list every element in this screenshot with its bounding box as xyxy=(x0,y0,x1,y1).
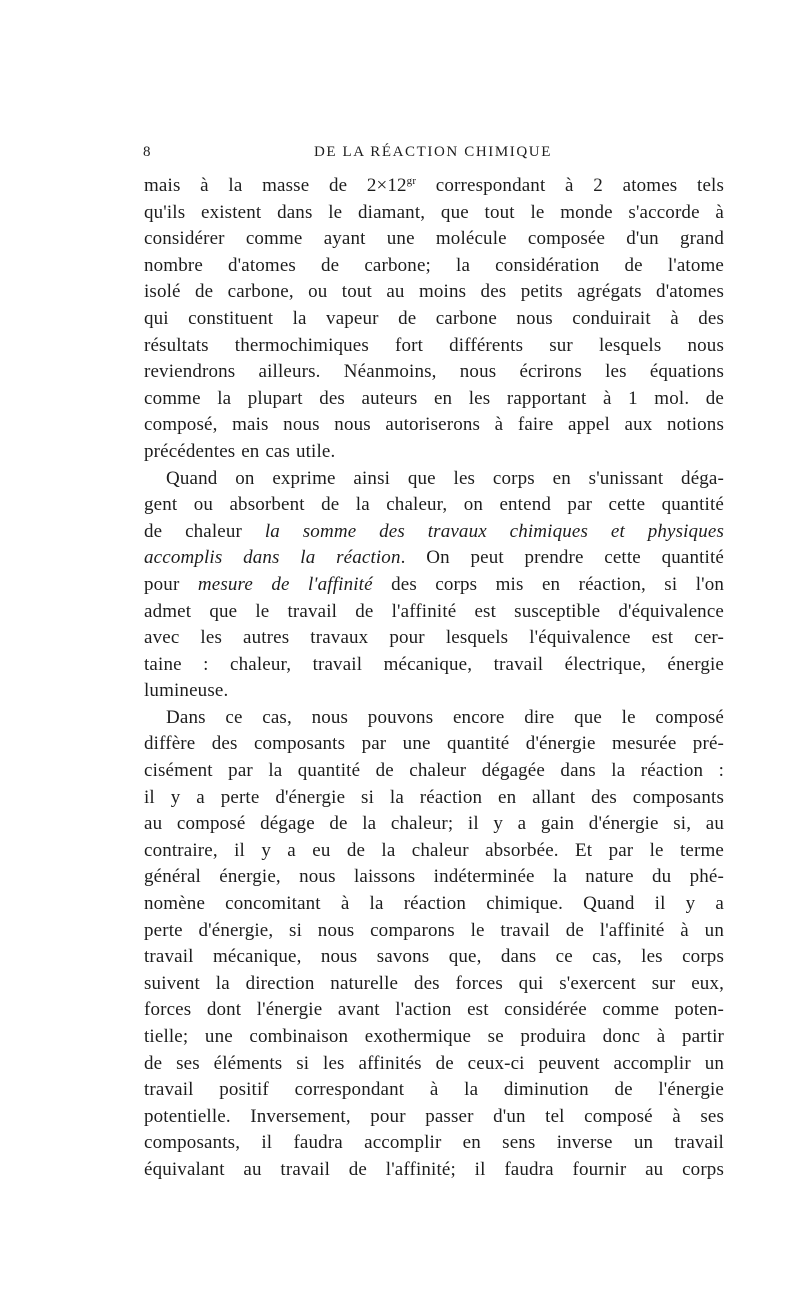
text-line xyxy=(144,705,724,732)
text-line xyxy=(144,492,724,519)
text-segment: au composé dégage de la chaleur; il y a gain d'énergie si, au xyxy=(144,813,724,835)
text-line xyxy=(144,918,724,945)
text-segment: mais à la masse de 2×12 xyxy=(144,175,407,196)
text-segment: avec les autres travaux pour lesquels l'équivalence est cer- xyxy=(144,627,724,649)
text-segment: de ses éléments si les affinités de ceux-ci peuvent accomplir un xyxy=(144,1052,724,1074)
text-segment: général énergie, nous laissons indéterminée la nature du phé- xyxy=(144,866,724,888)
text-segment: il y a perte d'énergie si la réaction en allant des composants xyxy=(144,786,724,808)
text-segment: potentielle. Inversement, pour passer d'un tel composé à ses xyxy=(144,1105,724,1127)
text-line xyxy=(144,758,724,785)
text-line xyxy=(144,1051,724,1078)
text-line xyxy=(144,891,724,918)
text-segment: résultats thermochimiques fort différents sur lesquels nous xyxy=(144,334,724,356)
text-segment: cisément par la quantité de chaleur dégagée dans la réaction : xyxy=(144,760,724,782)
text-line xyxy=(144,200,724,227)
text-segment: qu'ils existent dans le diamant, que tout le monde s'accorde à xyxy=(144,201,724,223)
text-segment: équivalant au travail de l'affinité; il faudra fournir au corps xyxy=(144,1158,724,1180)
text-line xyxy=(144,785,724,812)
text-line xyxy=(144,652,724,679)
text-line xyxy=(144,1130,724,1157)
text-segment: Dans ce cas, nous pouvons encore dire que le composé xyxy=(166,706,724,728)
text-line xyxy=(144,253,724,280)
text-line xyxy=(144,625,724,652)
text-segment: composants, il faudra accomplir en sens inverse un travail xyxy=(144,1132,724,1154)
text-segment: reviendrons ailleurs. Néanmoins, nous écrirons les équations xyxy=(144,361,724,383)
body-text xyxy=(144,173,724,1184)
text-line xyxy=(144,226,724,253)
text-line xyxy=(144,333,724,360)
text-line xyxy=(144,1157,724,1184)
text-segment: lumineuse. xyxy=(144,680,229,702)
text-line xyxy=(144,519,724,546)
text-segment: . On peut prendre cette quantité xyxy=(400,547,724,569)
text-segment: pour xyxy=(144,573,198,595)
text-segment: correspondant à 2 atomes tels xyxy=(416,175,725,196)
text-segment: taine : chaleur, travail mécanique, travail électrique, énergie xyxy=(144,653,724,675)
text-segment: gent ou absorbent de la chaleur, on entend par cette quantité xyxy=(144,494,724,516)
text-segment: perte d'énergie, si nous comparons le travail de l'affinité à un xyxy=(144,919,724,941)
italic-text: accomplis dans la réaction xyxy=(144,547,401,569)
italic-text: la somme des travaux chimiques et physiques xyxy=(264,520,724,542)
text-segment: isolé de carbone, ou tout au moins des petits agrégats d'atomes xyxy=(144,281,724,303)
text-segment: nombre d'atomes de carbone; la considération de l'atome xyxy=(144,254,724,276)
text-segment: travail mécanique, nous savons que, dans ce cas, les corps xyxy=(144,946,724,968)
italic-text: mesure de l'affinité xyxy=(197,573,373,595)
text-segment: tielle; une combinaison exothermique se produira donc à partir xyxy=(144,1026,724,1047)
text-segment: des corps mis en réaction, si l'on xyxy=(372,573,725,595)
text-line xyxy=(144,678,724,705)
text-segment: qui constituent la vapeur de carbone nous conduirait à des xyxy=(144,307,724,329)
text-segment: de chaleur xyxy=(144,520,265,542)
running-header xyxy=(143,141,723,167)
text-line xyxy=(144,306,724,333)
text-line xyxy=(144,864,724,891)
superscript: gr xyxy=(406,175,417,187)
text-line xyxy=(144,173,724,200)
text-segment: suivent la direction naturelle des forces qui s'exercent sur eux, xyxy=(144,972,724,994)
text-segment: contraire, il y a eu de la chaleur absorbée. Et par le terme xyxy=(144,839,724,861)
text-line xyxy=(144,971,724,998)
text-line xyxy=(144,359,724,386)
text-line xyxy=(144,545,724,572)
text-segment: comme la plupart des auteurs en les rapportant à 1 mol. de xyxy=(144,387,724,409)
text-line xyxy=(144,412,724,439)
text-segment: admet que le travail de l'affinité est susceptible d'équivalence xyxy=(144,600,724,622)
text-line xyxy=(144,1077,724,1104)
text-line xyxy=(144,838,724,865)
text-line xyxy=(144,599,724,626)
page-number: 8 xyxy=(143,144,151,160)
text-segment: Quand on exprime ainsi que les corps en s'unissant déga- xyxy=(166,467,724,489)
text-line xyxy=(144,439,724,466)
text-line xyxy=(144,279,724,306)
text-segment: composé, mais nous nous autoriserons à faire appel aux notions xyxy=(144,414,724,436)
text-line xyxy=(144,1024,724,1051)
text-line xyxy=(144,386,724,413)
text-segment: nomène concomitant à la réaction chimique. Quand il y a xyxy=(144,893,724,915)
text-segment: travail positif correspondant à la diminution de l'énergie xyxy=(144,1079,724,1101)
text-line xyxy=(144,944,724,971)
text-line xyxy=(144,731,724,758)
text-segment: précédentes en cas utile. xyxy=(144,440,336,462)
text-segment: considérer comme ayant une molécule composée d'un grand xyxy=(144,228,724,250)
text-segment: forces dont l'énergie avant l'action est considérée comme poten- xyxy=(144,999,724,1021)
text-line xyxy=(144,572,724,599)
running-title: DE LA RÉACTION CHIMIQUE xyxy=(313,144,553,160)
text-line xyxy=(144,997,724,1024)
text-line xyxy=(144,811,724,838)
text-segment: diffère des composants par une quantité d'énergie mesurée pré- xyxy=(144,733,724,755)
text-line xyxy=(144,1104,724,1131)
text-line xyxy=(144,466,724,493)
